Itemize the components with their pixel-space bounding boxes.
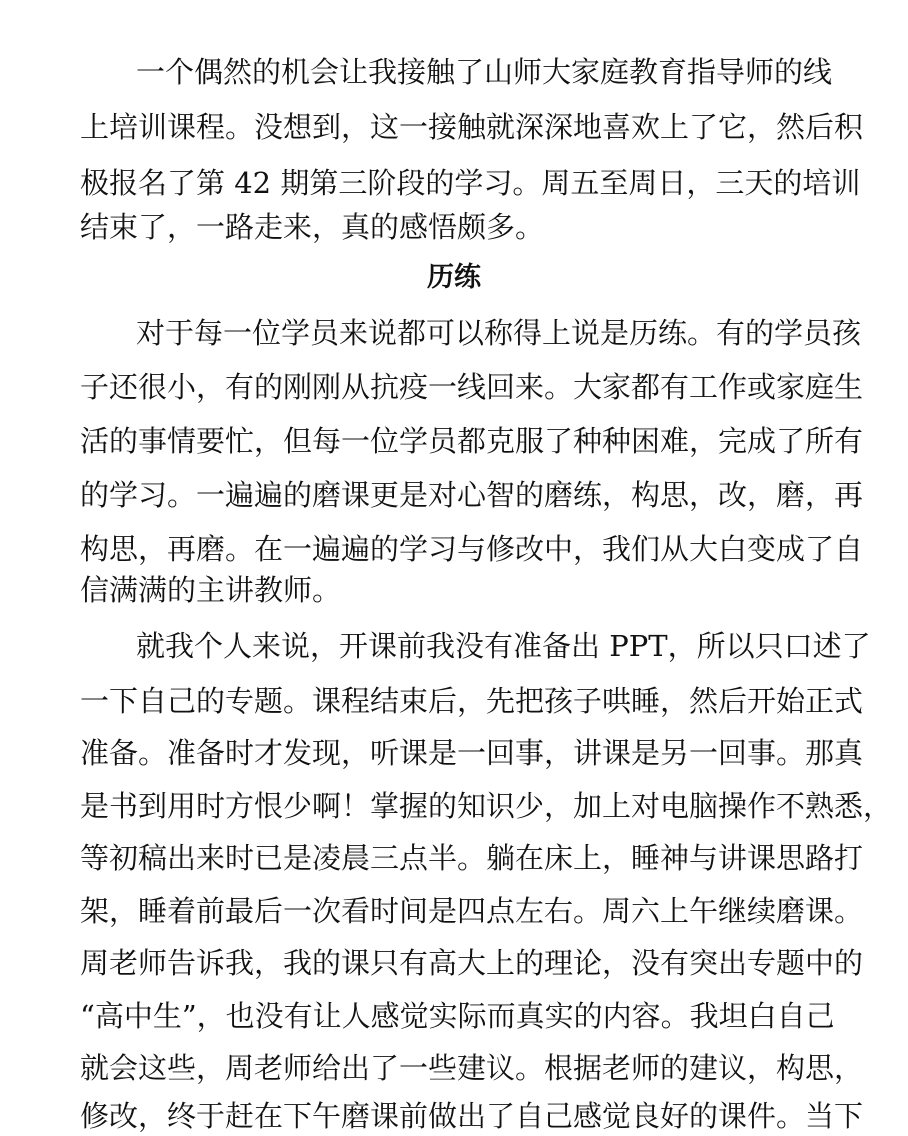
paragraph2-line-6: 架，睡着前最后一次看时间是四点左右。周六上午继续磨课。 [80,894,864,928]
paragraph2-line-10: 修改，终于赶在下午磨课前做出了自己感觉良好的课件。当下 [80,1099,864,1133]
paragraph2-line-5: 等初稿出来时已是凌晨三点半。躺在床上，睡神与讲课思路打 [80,841,864,875]
paragraph2-line-7: 周老师告诉我，我的课只有高大上的理论，没有突出专题中的 [80,946,864,980]
paragraph1-line-1: 对于每一位学员来说都可以称得上说是历练。有的学员孩 [136,316,862,350]
paragraph1-line-6: 信满满的主讲教师。 [80,573,342,607]
paragraph1-line-3: 活的事情要忙，但每一位学员都克服了种种困难，完成了所有 [80,424,864,458]
section-heading: 历练 [427,262,481,293]
paragraph2-line-8: “高中生”，也没有让人感觉实际而真实的内容。我坦白自己 [80,999,835,1033]
paragraph2-line-2: 一下自己的专题。课程结束后，先把孩子哄睡，然后开始正式 [80,684,864,718]
paragraph2-line-1: 就我个人来说，开课前我没有准备出 PPT，所以只口述了 [136,629,871,663]
paragraph2-line-9: 就会这些，周老师给出了一些建议。根据老师的建议，构思， [80,1051,864,1085]
intro-line-1: 一个偶然的机会让我接触了山师大家庭教育指导师的线 [136,55,833,89]
paragraph2-line-4: 是书到用时方恨少啊！掌握的知识少，加上对电脑操作不熟悉， [80,789,893,823]
intro-line-3: 极报名了第 42 期第三阶段的学习。周五至周日，三天的培训 [80,166,861,200]
intro-line-4: 结束了，一路走来，真的感悟颇多。 [80,210,545,244]
paragraph1-line-4: 的学习。一遍遍的磨课更是对心智的磨练，构思，改，磨，再 [80,478,864,512]
paragraph1-line-2: 子还很小，有的刚刚从抗疫一线回来。大家都有工作或家庭生 [80,370,864,404]
paragraph1-line-5: 构思，再磨。在一遍遍的学习与修改中，我们从大白变成了自 [80,532,864,566]
intro-line-2: 上培训课程。没想到，这一接触就深深地喜欢上了它，然后积 [80,110,864,144]
paragraph2-line-3: 准备。准备时才发现，听课是一回事，讲课是另一回事。那真 [80,736,864,770]
